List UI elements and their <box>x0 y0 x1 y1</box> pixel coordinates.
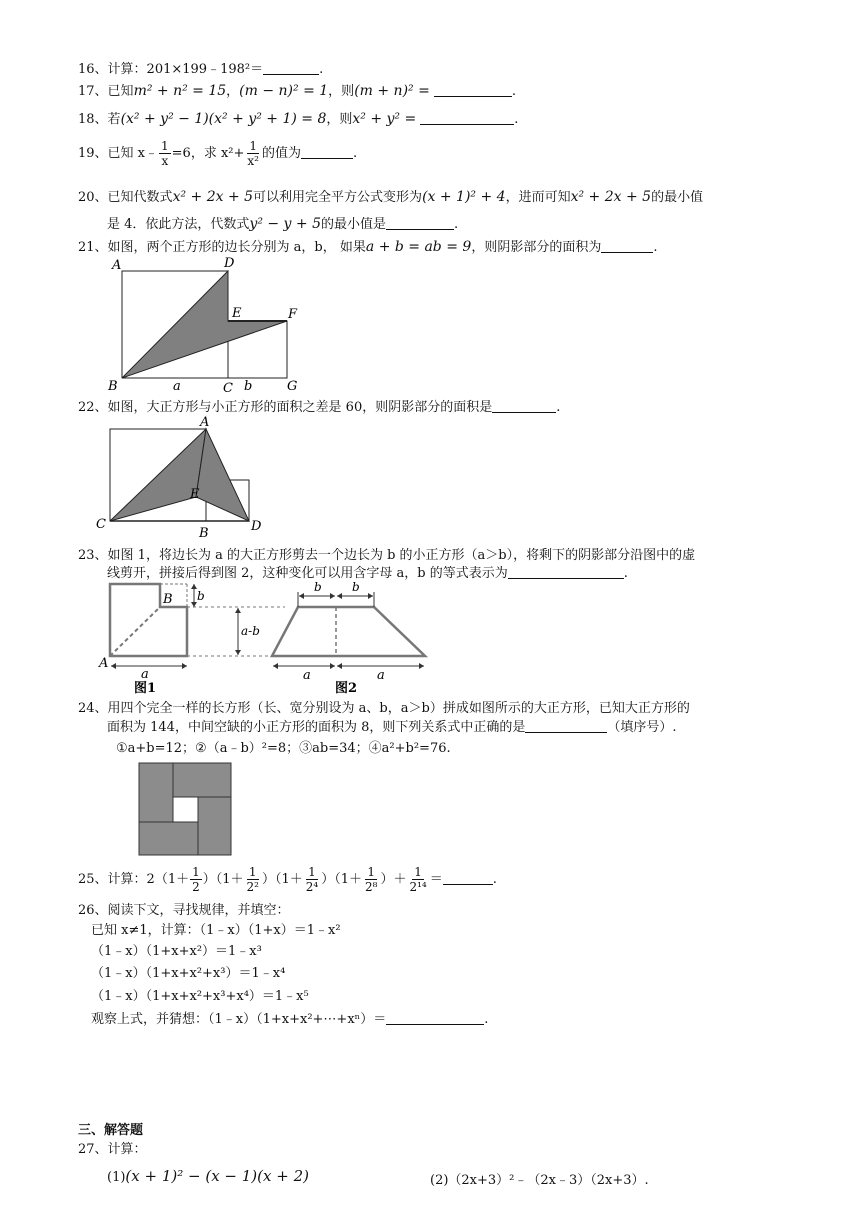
q26-line-2: （1﹣x）（1+x+x²）＝1﹣x³ <box>91 944 262 959</box>
label-D: D <box>224 256 235 271</box>
answer-blank[interactable] <box>601 238 653 253</box>
label-a: a <box>173 379 181 394</box>
label-G: G <box>287 379 298 394</box>
question-25: 25、计算：2（1＋ $\frac{1}{2}$ ）（1＋ $\frac{1}{\text{2²}}$ ）（1＋ $\frac{1}{\text{2⁴}}$ ）（1＋ $\frac{1}{\text{2⁸}}$ ）＋ $\frac{1}{\text{2¹⁴}}$ ＝ . <box>78 865 497 894</box>
label-C: C <box>223 381 233 394</box>
figure-23 <box>95 580 435 695</box>
center-square <box>173 797 198 822</box>
question-26: 26、阅读下文，寻找规律，并填空： <box>78 903 290 918</box>
label-b-right: b <box>352 580 360 594</box>
shaded-region <box>122 271 287 378</box>
question-20: 20、已知代数式x² + 2x + 5可以利用完全平方公式变形为(x + 1)² + 4，进而可知x² + 2x + 5的最小值 <box>78 189 704 205</box>
question-16: 16、计算：201×199﹣198²＝ . <box>78 62 324 77</box>
answer-blank[interactable] <box>301 144 353 159</box>
answer-blank[interactable] <box>508 564 624 579</box>
question-23-line2: 线剪开，拼接后得到图 2，这种变化可以用含字母 a，b 的等式表示为 . <box>107 566 628 581</box>
label-b: b <box>197 589 205 603</box>
q26-last-line: 观察上式，并猜想：（1﹣x）（1+x+x²+⋯+xⁿ）＝ . <box>91 1012 489 1027</box>
q27-part-2: (2)（2x+3）²﹣（2x﹣3）（2x+3）. <box>430 1173 649 1188</box>
answer-blank[interactable] <box>386 215 454 230</box>
label-b-left: b <box>314 580 322 594</box>
shaded-region-left <box>110 429 206 521</box>
label-a-right: a <box>377 668 385 683</box>
question-24-options: ①a+b=12；②（a﹣b）²=8；③ab=34；④a²+b²=76. <box>116 741 451 756</box>
figure-21 <box>105 254 305 394</box>
answer-blank[interactable] <box>386 1010 484 1025</box>
label-B: B <box>199 526 209 541</box>
label-a-minus-b: a-b <box>241 624 260 638</box>
answer-blank[interactable] <box>492 398 556 413</box>
label-D: D <box>251 519 262 534</box>
section-title: 三、解答题 <box>78 1123 144 1138</box>
label-a: a <box>141 667 149 682</box>
label-a-left: a <box>303 668 311 683</box>
figure-2-label: 图2 <box>335 681 358 695</box>
answer-blank[interactable] <box>420 110 514 125</box>
question-24-line2: 面积为 144，中间空缺的小正方形的面积为 8，则下列关系式中正确的是 （填序号）. <box>107 720 677 735</box>
shaded-region-right <box>196 429 249 521</box>
q26-line-1: 已知 x≠1，计算：（1﹣x）（1+x）＝1﹣x² <box>91 923 341 938</box>
q26-line-3: （1﹣x）（1+x+x²+x³）＝1﹣x⁴ <box>91 966 286 981</box>
q26-line-4: （1﹣x）（1+x+x²+x³+x⁴）＝1﹣x⁵ <box>91 989 309 1004</box>
question-22: 22、如图，大正方形与小正方形的面积之差是 60，则阴影部分的面积是 . <box>78 400 561 415</box>
question-18: 18、若(x² + y² − 1)(x² + y² + 1) = 8，则x² + y² = . <box>78 111 519 127</box>
label-A: A <box>99 656 109 671</box>
figure-1-label: 图1 <box>134 681 157 695</box>
figure-24 <box>138 762 234 858</box>
answer-blank[interactable] <box>525 718 607 733</box>
label-A: A <box>112 258 122 273</box>
question-19: 19、已知 x﹣ $\frac{1}{x}$ =6，求 x²+ $\frac{1}{\text{x²}}$ 的值为 . <box>78 139 358 168</box>
label-C: C <box>96 517 106 532</box>
answer-blank[interactable] <box>434 82 512 97</box>
label-E: E <box>232 306 242 321</box>
question-20-line2: 是 4．依此方法，代数式y² − y + 5的最小值是 . <box>107 216 459 232</box>
label-b: b <box>244 379 253 394</box>
question-27: 27、计算： <box>78 1142 147 1157</box>
question-24: 24、用四个完全一样的长方形（长、宽分别设为 a、b，a＞b）拼成如图所示的大正方形，已知大正方形的 <box>78 701 690 716</box>
label-E: E <box>190 487 200 502</box>
question-17: 17、已知m² + n² = 15，(m − n)² = 1，则(m + n)² = . <box>78 83 516 99</box>
question-21: 21、如图，两个正方形的边长分别为 a，b， 如果a + b = ab = 9，则阴影部分的面积为 . <box>78 239 658 255</box>
answer-blank[interactable] <box>263 60 319 75</box>
q27-part-1: (1)(x + 1)² − (x − 1)(x + 2) <box>107 1167 309 1185</box>
figure-22 <box>95 412 265 542</box>
question-23: 23、如图 1，将边长为 a 的大正方形剪去一个边长为 b 的小正方形（a＞b），将剩下的阴影部分沿图中的虚 <box>78 548 696 563</box>
label-B: B <box>163 592 173 607</box>
label-A: A <box>200 415 210 430</box>
label-B: B <box>108 379 118 394</box>
label-F: F <box>288 307 298 322</box>
answer-blank[interactable] <box>443 870 493 885</box>
